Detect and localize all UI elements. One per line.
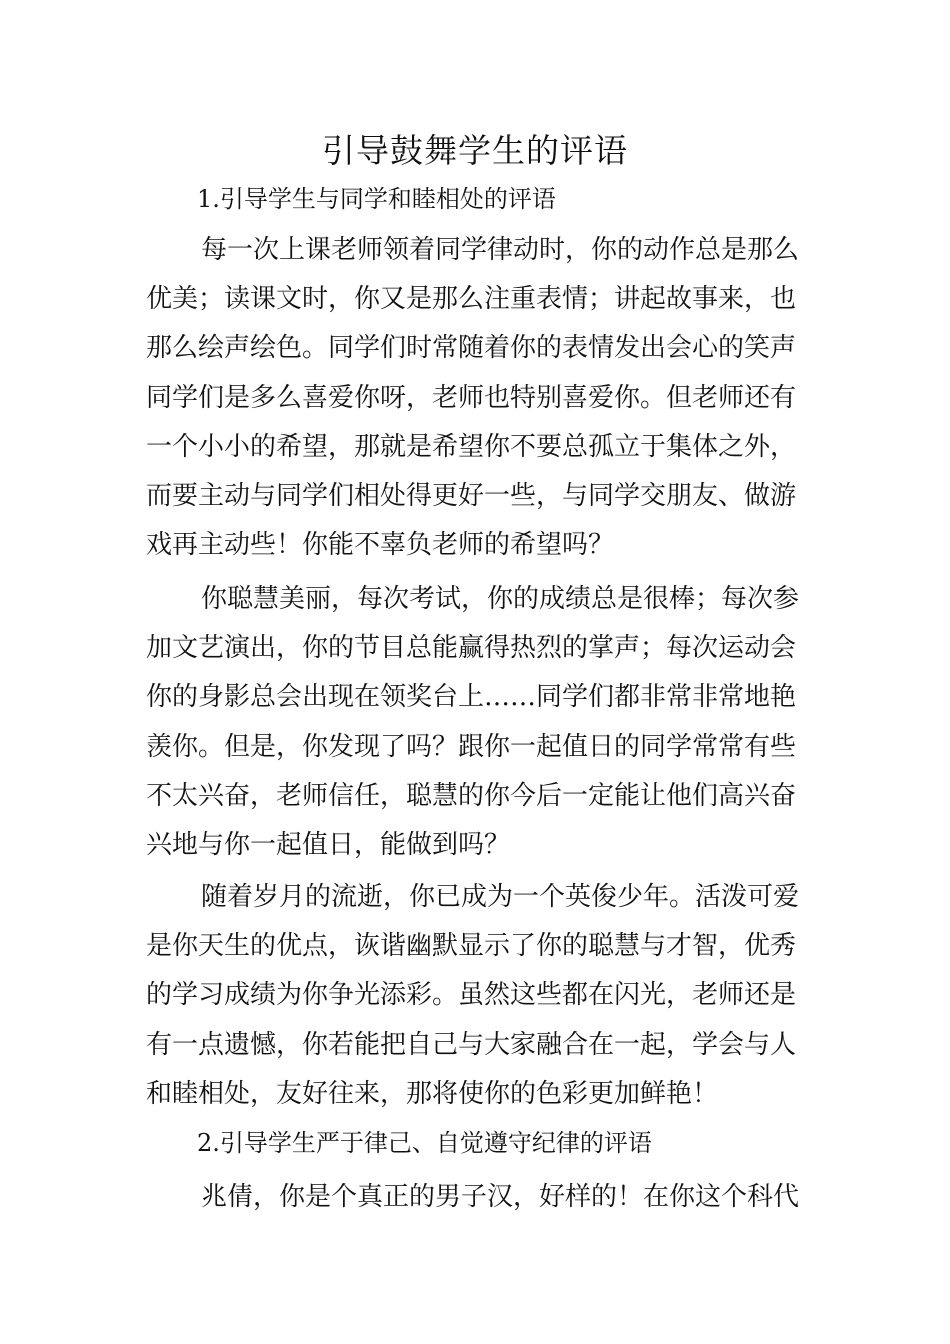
paragraph-line: 有一点遗憾，你若能把自己与大家融合在一起，学会与人 — [146, 1029, 797, 1060]
document-title: 引导鼓舞学生的评语 — [322, 131, 628, 170]
paragraph-line: 而要主动与同学们相处得更好一些，与同学交朋友、做游 — [146, 480, 797, 511]
paragraph-1 — [146, 226, 808, 570]
paragraph-line: 戏再主动些！你能不辜负老师的希望吗？ — [146, 530, 615, 561]
paragraph-line: 一个小小的希望，那就是希望你不要总孤立于集体之外， — [146, 431, 797, 462]
paragraph-line: 不太兴奋，老师信任，聪慧的你今后一定能让他们高兴奋 — [146, 780, 797, 811]
paragraph-line: 羡你。但是，你发现了吗？跟你一起值日的同学常常有些 — [146, 731, 797, 762]
paragraph-2 — [146, 575, 808, 870]
paragraph-line: 兆倩，你是个真正的男子汉，好样的！在你这个科代 — [201, 1182, 800, 1212]
section-heading-1: 1.引导学生与同学和睦相处的评语 — [197, 185, 556, 213]
paragraph-line: 随着岁月的流逝，你已成为一个英俊少年。活泼可爱 — [201, 882, 800, 912]
paragraph-line: 同学们是多么喜爱你呀，老师也特别喜爱你。但老师还有 — [146, 382, 797, 413]
paragraph-3 — [146, 873, 808, 1119]
paragraph-line: 加文艺演出，你的节目总能赢得热烈的掌声；每次运动会 — [146, 633, 797, 664]
paragraph-line: 那么绘声绘色。同学们时常随着你的表情发出会心的笑声 — [146, 333, 797, 364]
paragraph-line: 每一次上课老师领着同学律动时，你的动作总是那么 — [201, 235, 800, 265]
paragraph-4 — [146, 1173, 808, 1222]
paragraph-line: 你的身影总会出现在领奖台上……同学们都非常非常地艳 — [146, 682, 797, 713]
section-heading-2: 2.引导学生严于律己、自觉遵守纪律的评语 — [197, 1129, 652, 1157]
paragraph-line: 是你天生的优点，诙谐幽默显示了你的聪慧与才智，优秀 — [146, 931, 797, 962]
paragraph-line: 你聪慧美丽，每次考试，你的成绩总是很棒；每次参 — [201, 584, 800, 614]
paragraph-line: 兴地与你一起值日，能做到吗？ — [146, 829, 511, 860]
paragraph-line: 优美；读课文时，你又是那么注重表情；讲起故事来，也 — [146, 284, 797, 315]
paragraph-line: 和睦相处，友好往来，那将使你的色彩更加鲜艳！ — [146, 1078, 719, 1109]
paragraph-line: 的学习成绩为你争光添彩。虽然这些都在闪光，老师还是 — [146, 980, 797, 1011]
